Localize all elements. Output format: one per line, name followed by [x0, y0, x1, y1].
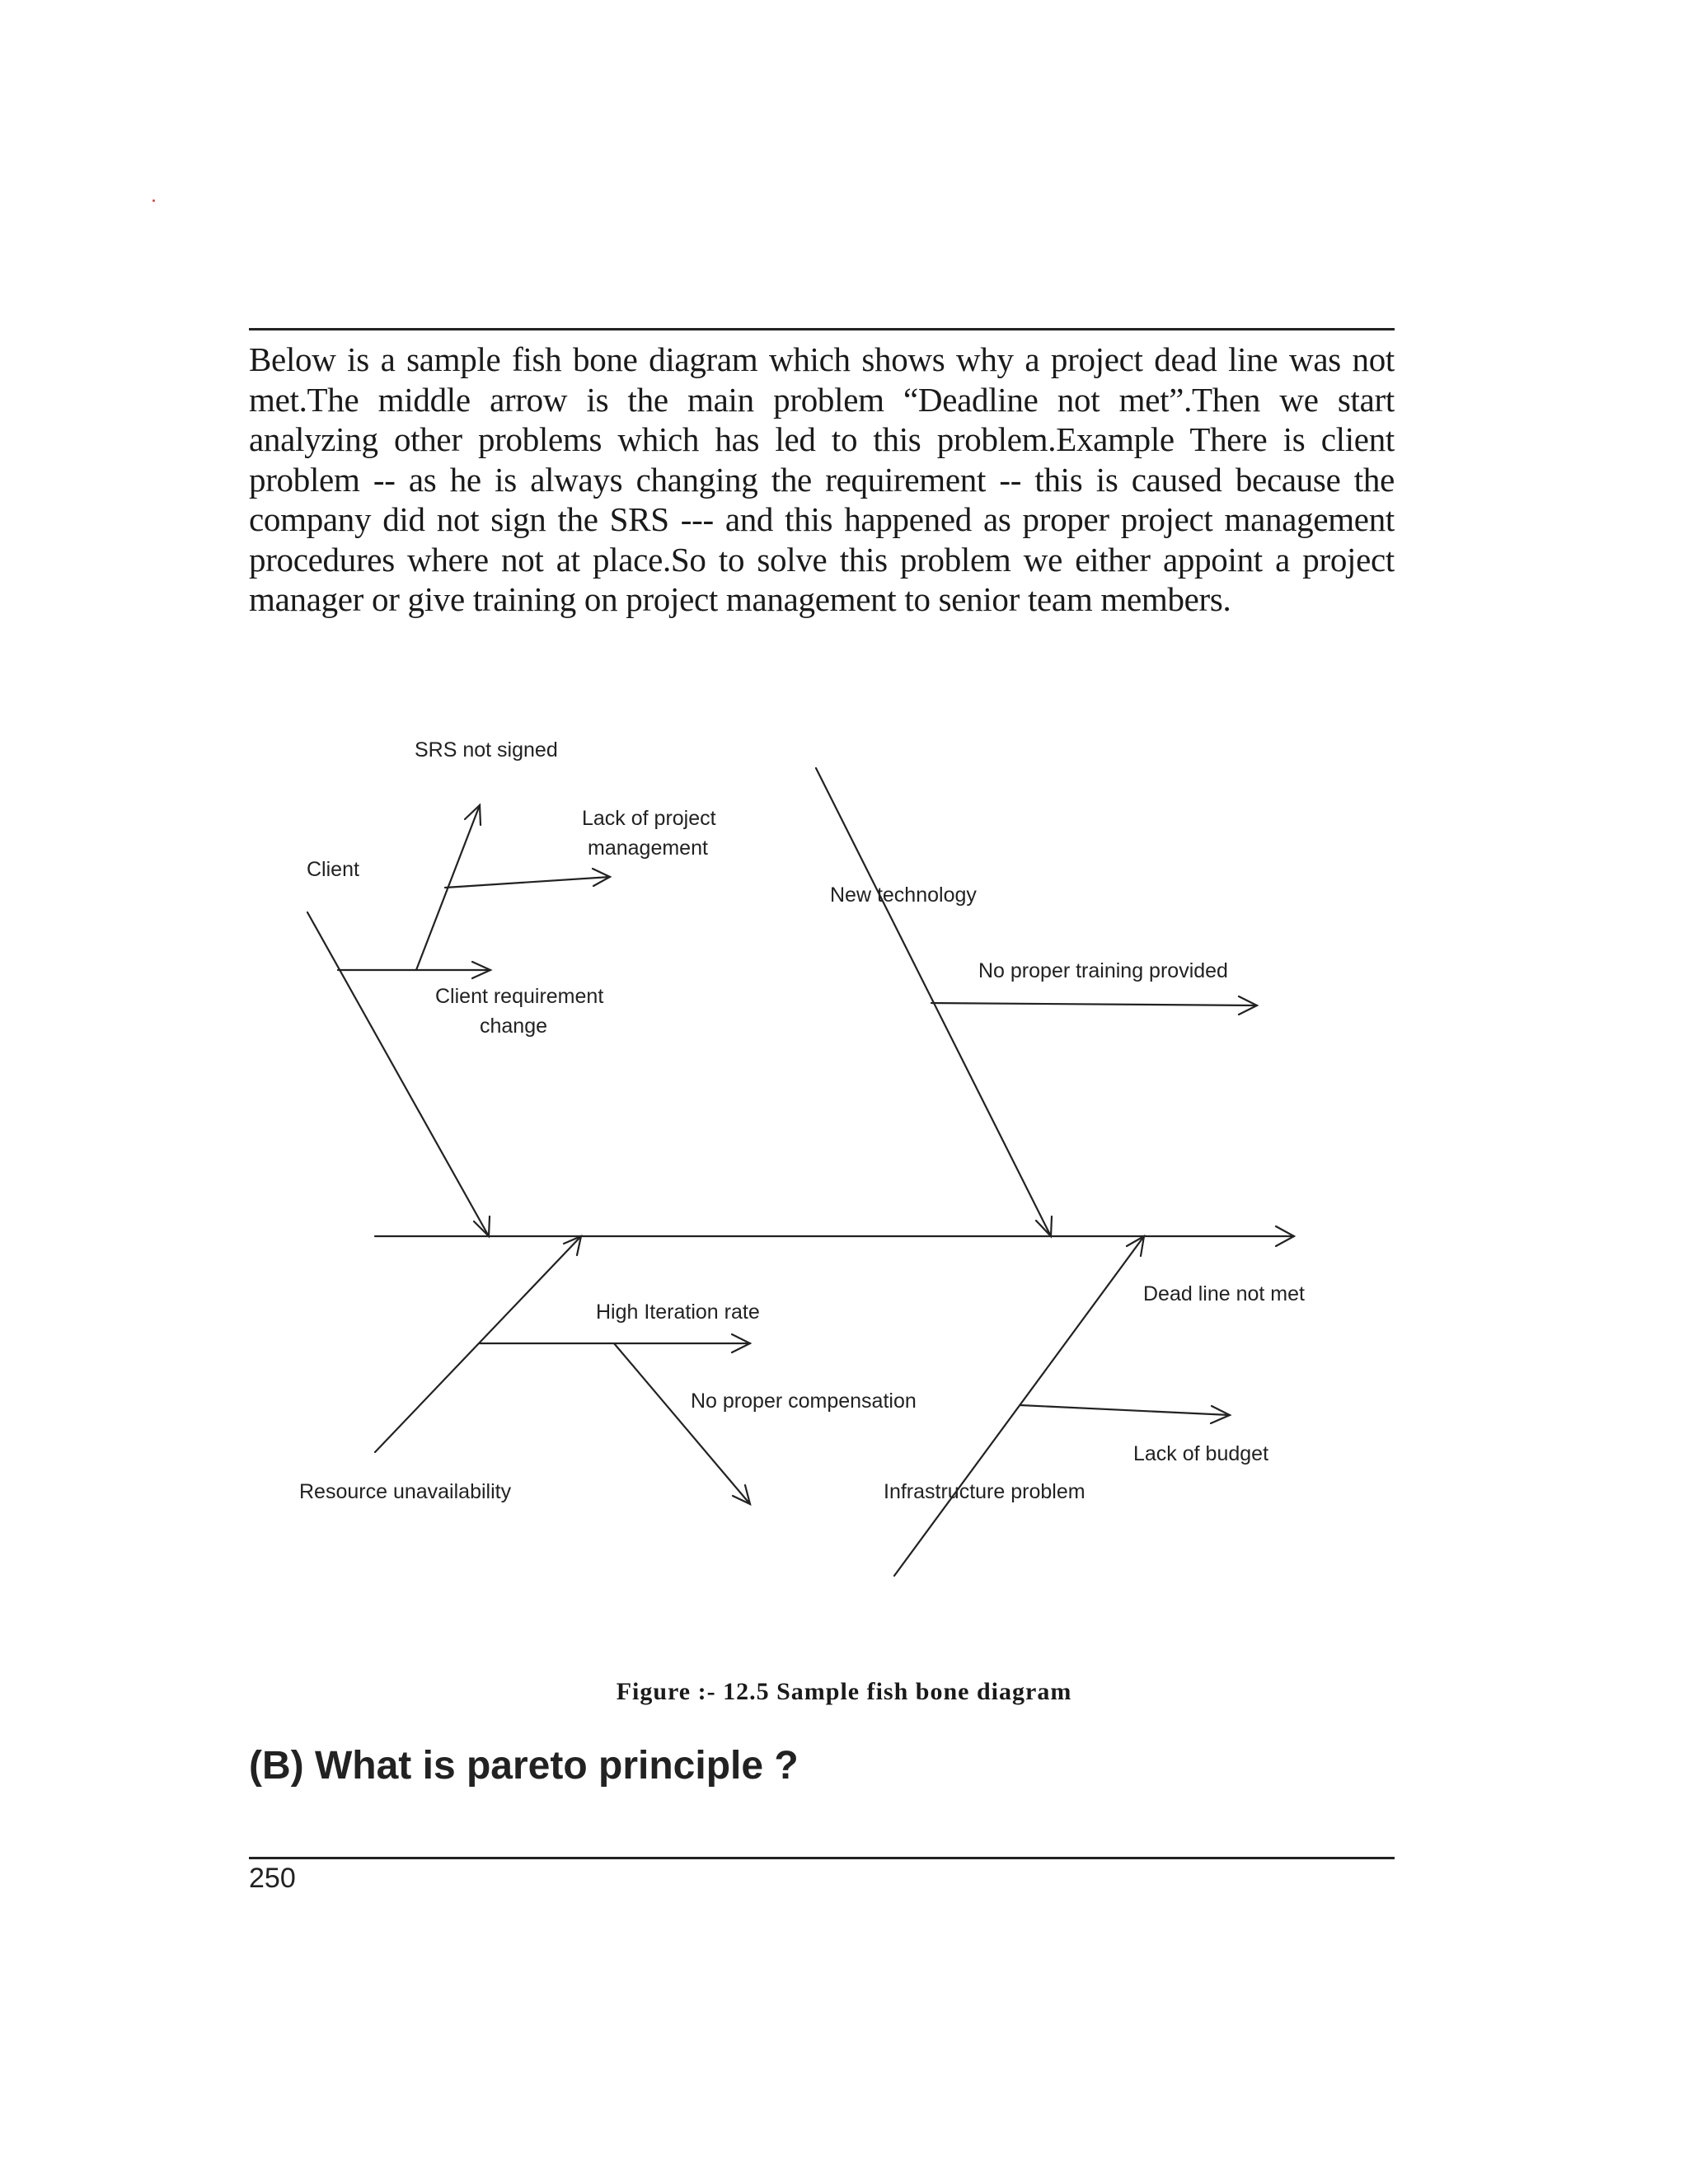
- client-bone: [307, 912, 489, 1236]
- section-heading: (B) What is pareto principle ?: [249, 1744, 799, 1788]
- label-infrastructure: Infrastructure problem: [884, 1480, 1085, 1503]
- label-dead-line-not-met: Dead line not met: [1143, 1282, 1305, 1305]
- label-lack-of-pm-line2: management: [588, 837, 708, 860]
- label-high-iteration: High Iteration rate: [596, 1301, 760, 1324]
- label-srs-not-signed: SRS not signed: [415, 738, 558, 762]
- no-training-arrow: [931, 1003, 1257, 1005]
- lack-budget-arrow: [1020, 1405, 1230, 1415]
- body-paragraph: Below is a sample fish bone diagram which shows why a project dead line was not met.The middle arrow is the main problem “Deadline not met”.Then we start analyzing other problems which has led to this problem.Example There is client problem -- as he is always changing the requirement -- this is caused because the company did not sign the SRS --- and this happened as proper project management procedures where not at place.So to solve this problem we either appoint a project manager or give training on project management to senior team members.: [249, 340, 1395, 618]
- label-resource-unavailability: Resource unavailability: [299, 1480, 512, 1503]
- label-client: Client: [307, 858, 359, 881]
- label-new-technology: New technology: [830, 883, 977, 907]
- page-number: 250: [249, 1863, 296, 1894]
- label-no-compensation: No proper compensation: [691, 1390, 917, 1413]
- figure-caption: Figure :- 12.5 Sample fish bone diagram: [616, 1678, 1072, 1705]
- label-lack-of-pm-line1: Lack of project: [582, 807, 716, 830]
- label-client-req-line1: Client requirement: [435, 985, 604, 1008]
- label-client-req-line2: change: [480, 1015, 548, 1038]
- bottom-rule: [249, 1857, 1395, 1859]
- label-lack-of-budget: Lack of budget: [1133, 1442, 1269, 1465]
- lack-pm-arrow: [445, 877, 610, 888]
- infrastructure-bone: [894, 1236, 1144, 1576]
- label-no-training: No proper training provided: [978, 959, 1228, 982]
- no-compensation-arrow: [614, 1343, 750, 1504]
